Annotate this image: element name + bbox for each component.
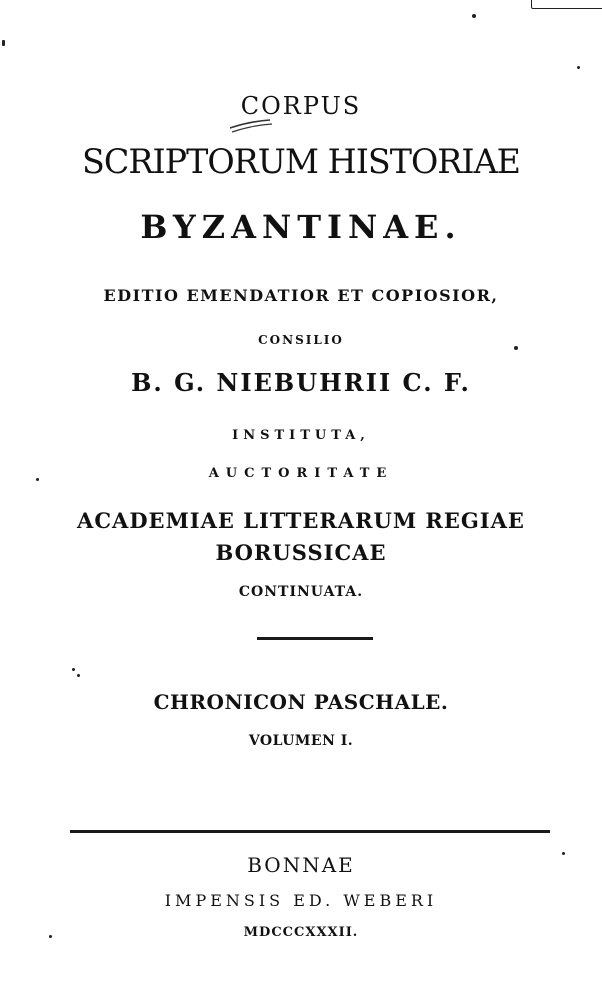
scan-speck: [472, 14, 476, 18]
scan-speck: [77, 674, 80, 677]
work-title: CHRONICON PASCHALE.: [153, 690, 449, 714]
founder-name: B. G. NIEBUHRII C. F.: [131, 368, 471, 397]
series-corpus-heading: CORPUS: [240, 92, 362, 120]
long-rule: [70, 830, 550, 833]
instituta-label: INSTITUTA,: [232, 428, 370, 443]
scan-speck: [577, 66, 580, 69]
corner-crop-mark: [531, 0, 602, 9]
academy-line-2: BORUSSICAE: [215, 540, 387, 565]
edition-statement: EDITIO EMENDATIOR ET COPIOSIOR,: [103, 286, 499, 305]
auctoritate-label: AUCTORITATE: [208, 466, 394, 481]
scan-speck: [72, 668, 75, 671]
imprint-place: BONNAE: [247, 853, 355, 877]
volume-label: VOLUMEN I.: [248, 733, 354, 749]
continuata-label: CONTINUATA.: [238, 584, 364, 600]
consilio-label: CONSILIO: [258, 333, 344, 347]
series-title-line-2: BYZANTINAE.: [140, 208, 462, 246]
academy-line-1: ACADEMIAE LITTERARUM REGIAE: [77, 508, 525, 533]
imprint-publisher: IMPENSIS ED. WEBERI: [164, 891, 438, 910]
imprint-year: MDCCCXXXII.: [243, 925, 359, 940]
series-title-line-1: SCRIPTORUM HISTORIAE: [81, 142, 521, 182]
scan-speck: [2, 40, 5, 46]
short-rule: [257, 637, 373, 640]
